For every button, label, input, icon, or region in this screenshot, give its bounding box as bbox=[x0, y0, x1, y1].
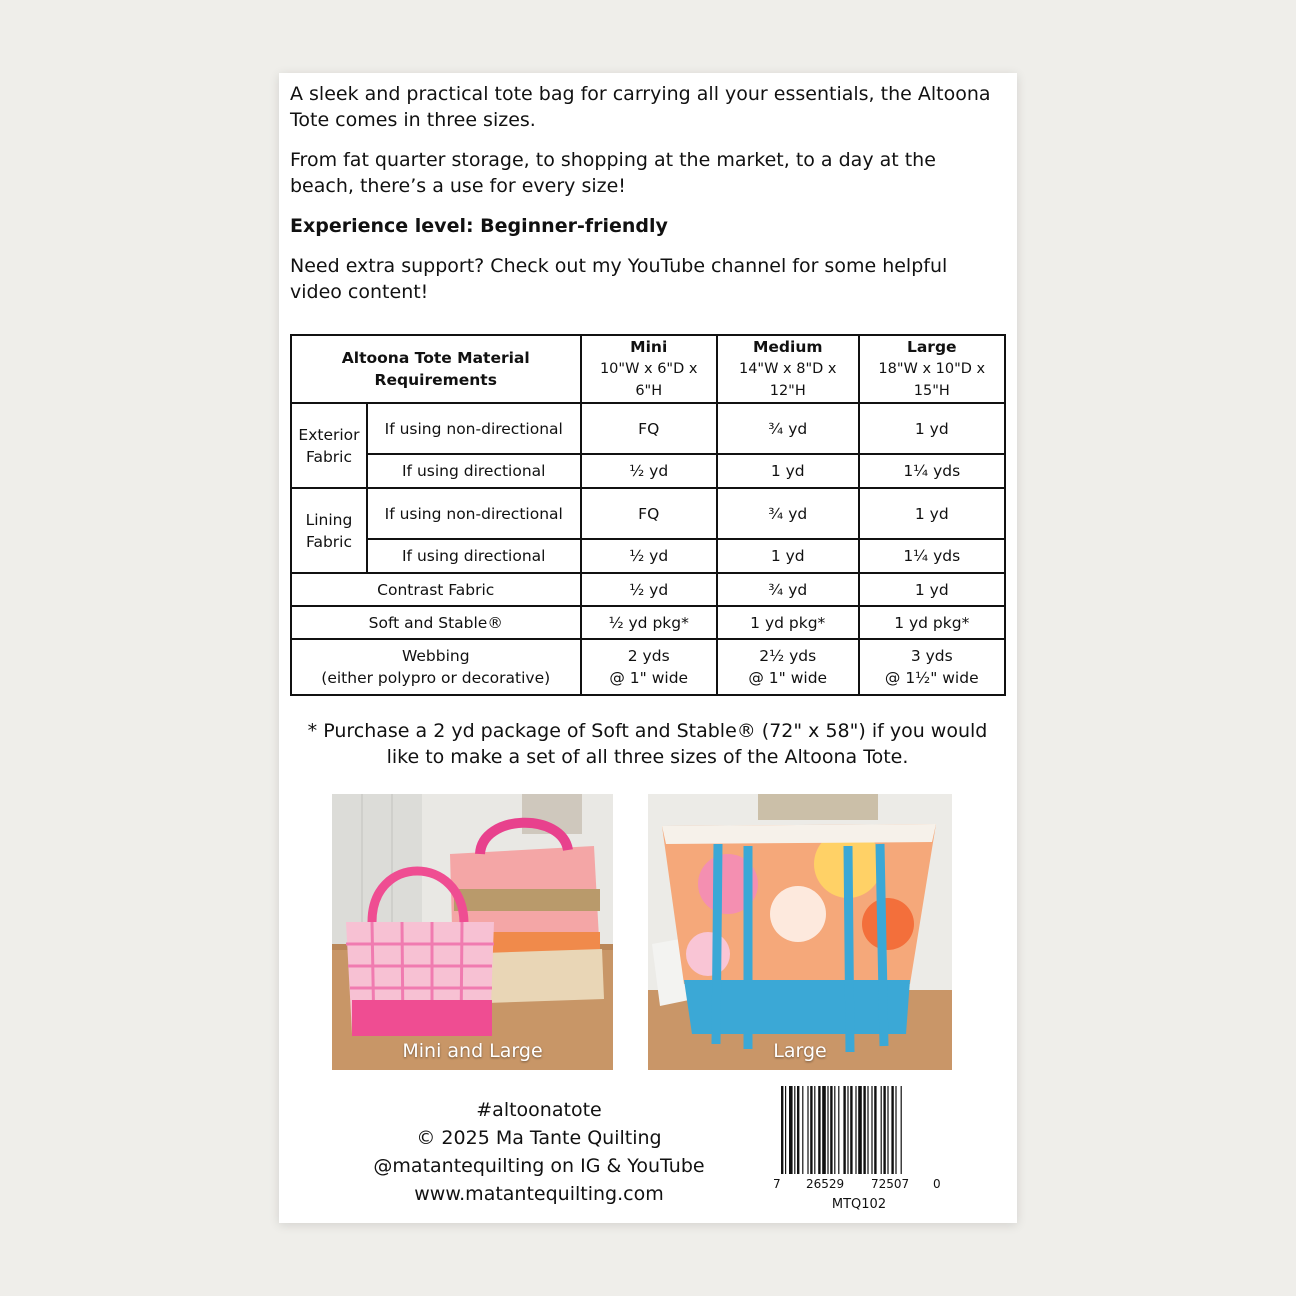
cell-value: FQ bbox=[581, 403, 717, 454]
pattern-back-cover bbox=[279, 73, 1017, 1223]
barcode-icon bbox=[773, 1086, 939, 1178]
table-title: Altoona Tote Material Requirements bbox=[291, 335, 581, 403]
website-link[interactable]: www.matantequilting.com bbox=[414, 1183, 664, 1205]
exterior-fabric-label: Exterior Fabric bbox=[291, 403, 367, 488]
table-row bbox=[291, 573, 1005, 606]
photo-caption: Large bbox=[773, 1040, 827, 1062]
row-label: Contrast Fabric bbox=[291, 573, 581, 606]
table-row bbox=[291, 454, 1005, 488]
cell-value: 1 yd bbox=[717, 454, 859, 488]
cell-value: ¾ yd bbox=[717, 573, 859, 606]
cell-value: ½ yd bbox=[581, 454, 717, 488]
footer-contact bbox=[339, 1096, 739, 1208]
row-label: If using directional bbox=[367, 454, 581, 488]
row-label: Soft and Stable® bbox=[291, 606, 581, 639]
cell-value: 3 yds @ 1½" wide bbox=[859, 639, 1005, 695]
tote-bags-illustration bbox=[332, 794, 613, 1070]
large-tote-illustration bbox=[648, 794, 952, 1070]
row-label: If using directional bbox=[367, 539, 581, 573]
barcode-digit: 7 bbox=[773, 1177, 781, 1191]
cell-value: 1¼ yds bbox=[859, 454, 1005, 488]
cell-value: 1 yd bbox=[717, 539, 859, 573]
photo-mini-and-large bbox=[332, 794, 613, 1070]
copyright: © 2025 Ma Tante Quilting bbox=[416, 1127, 662, 1149]
table-row bbox=[291, 539, 1005, 573]
table-row bbox=[291, 488, 1005, 539]
hashtag: #altoonatote bbox=[476, 1099, 602, 1121]
table-header-row bbox=[291, 335, 1005, 403]
webbing-label: Webbing (either polypro or decorative) bbox=[291, 639, 581, 695]
support-paragraph: Need extra support? Check out my YouTube channel for some helpful video content! bbox=[290, 255, 948, 303]
cell-value: ¾ yd bbox=[717, 488, 859, 539]
cell-value: ½ yd bbox=[581, 539, 717, 573]
cell-value: 1¼ yds bbox=[859, 539, 1005, 573]
table-row bbox=[291, 606, 1005, 639]
cell-value: 1 yd bbox=[859, 403, 1005, 454]
cell-value: 1 yd pkg* bbox=[717, 606, 859, 639]
size-header-large: Large 18"W x 10"D x 15"H bbox=[859, 335, 1005, 403]
cell-value: 2 yds @ 1" wide bbox=[581, 639, 717, 695]
size-header-medium: Medium 14"W x 8"D x 12"H bbox=[717, 335, 859, 403]
cell-value: 1 yd bbox=[859, 488, 1005, 539]
cell-value: ½ yd bbox=[581, 573, 717, 606]
barcode-digit: 0 bbox=[933, 1177, 941, 1191]
row-label: If using non-directional bbox=[367, 488, 581, 539]
soft-and-stable-note: * Purchase a 2 yd package of Soft and Stable® (72" x 58") if you would like to make a set of all three sizes of the Altoona Tote. bbox=[307, 720, 988, 768]
material-requirements-table bbox=[290, 334, 1006, 696]
lining-fabric-label: Lining Fabric bbox=[291, 488, 367, 573]
cell-value: ¾ yd bbox=[717, 403, 859, 454]
table-row bbox=[291, 403, 1005, 454]
table-row bbox=[291, 639, 1005, 695]
size-header-mini: Mini 10"W x 6"D x 6"H bbox=[581, 335, 717, 403]
barcode-digit: 26529 bbox=[806, 1177, 845, 1191]
cell-value: 1 yd bbox=[859, 573, 1005, 606]
cell-value: 1 yd pkg* bbox=[859, 606, 1005, 639]
barcode-digit: 72507 bbox=[871, 1177, 910, 1191]
cell-value: 2½ yds @ 1" wide bbox=[717, 639, 859, 695]
intro-paragraph-1: A sleek and practical tote bag for carrying all your essentials, the Altoona Tote comes in three sizes. bbox=[290, 83, 991, 131]
experience-level: Experience level: Beginner-friendly bbox=[290, 215, 668, 237]
sku-label: MTQ102 bbox=[831, 1197, 887, 1212]
row-label: If using non-directional bbox=[367, 403, 581, 454]
cell-value: ½ yd pkg* bbox=[581, 606, 717, 639]
social-handle: @matantequilting on IG & YouTube bbox=[373, 1155, 705, 1177]
photo-large bbox=[648, 794, 952, 1070]
intro-paragraph-2: From fat quarter storage, to shopping at the market, to a day at the beach, there’s a use for every size! bbox=[290, 149, 936, 197]
cell-value: FQ bbox=[581, 488, 717, 539]
photo-caption: Mini and Large bbox=[402, 1040, 543, 1062]
